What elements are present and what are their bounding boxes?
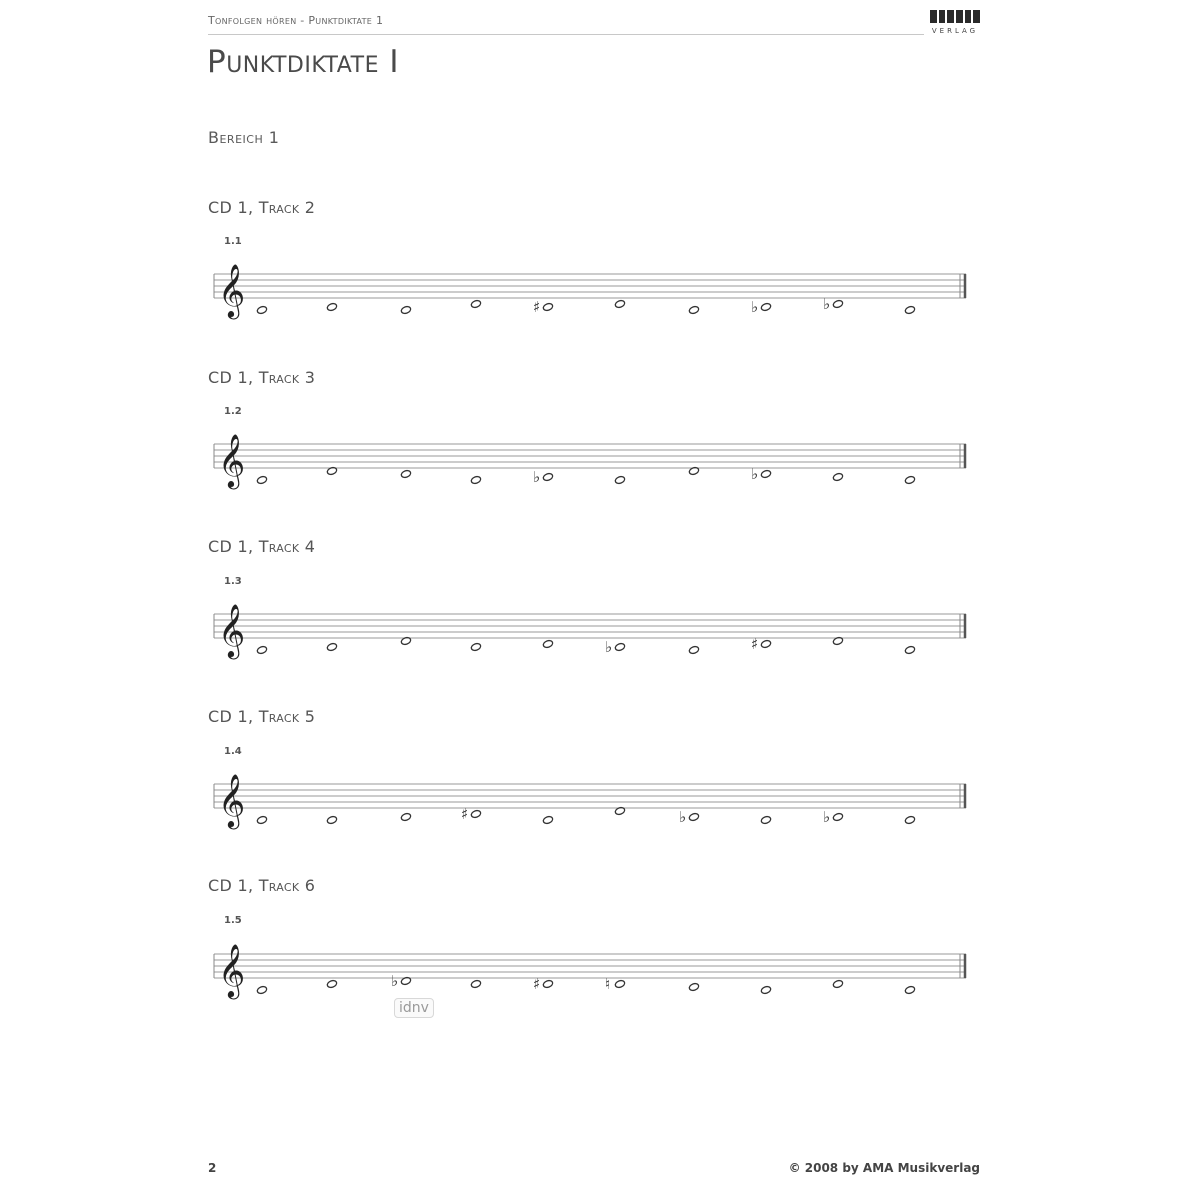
whole-note	[904, 985, 915, 994]
staff-svg	[210, 602, 972, 672]
publisher-logo	[930, 10, 980, 40]
note	[614, 475, 625, 484]
note	[391, 972, 412, 990]
whole-note	[614, 299, 625, 308]
staff-svg	[210, 262, 972, 332]
natural-icon: ♮	[605, 975, 611, 993]
whole-note	[400, 305, 411, 314]
whole-note	[832, 299, 843, 308]
note	[904, 475, 915, 484]
note	[688, 305, 699, 314]
whole-note	[542, 472, 553, 481]
whole-note	[400, 469, 411, 478]
treble-clef-icon: 𝄞	[218, 773, 246, 827]
flat-icon: ♭	[823, 295, 831, 313]
exercise-number: 1.3	[224, 576, 242, 587]
whole-note	[832, 812, 843, 821]
whole-note	[326, 642, 337, 651]
note	[904, 305, 915, 314]
whole-note	[542, 639, 553, 648]
whole-note	[256, 475, 267, 484]
whole-note	[542, 815, 553, 824]
whole-note	[614, 642, 625, 651]
whole-note	[256, 815, 267, 824]
whole-note	[470, 979, 481, 988]
note	[470, 979, 481, 988]
note	[614, 299, 625, 308]
whole-note	[832, 472, 843, 481]
note	[751, 298, 772, 316]
whole-note	[256, 305, 267, 314]
whole-note	[760, 639, 771, 648]
note	[400, 305, 411, 314]
note	[904, 985, 915, 994]
flat-icon: ♭	[751, 298, 759, 316]
sharp-icon: ♯	[533, 975, 541, 993]
sharp-icon: ♯	[751, 635, 759, 653]
whole-note	[614, 979, 625, 988]
track-label: CD 1, Track 4	[208, 537, 316, 556]
note	[832, 979, 843, 988]
treble-clef-icon: 𝄞	[218, 603, 246, 657]
note	[904, 815, 915, 824]
whole-note	[760, 815, 771, 824]
whole-note	[904, 815, 915, 824]
running-head: Tonfolgen hören - Punktdiktate 1	[208, 14, 384, 27]
whole-note	[760, 469, 771, 478]
whole-note	[688, 812, 699, 821]
note	[256, 305, 267, 314]
note	[470, 299, 481, 308]
treble-clef-icon: 𝄞	[218, 433, 246, 487]
whole-note	[470, 475, 481, 484]
note	[823, 808, 844, 826]
sharp-icon: ♯	[533, 298, 541, 316]
logo-subtext: VERLAG	[931, 27, 979, 35]
music-staff	[210, 772, 972, 842]
whole-note	[326, 302, 337, 311]
note	[542, 815, 553, 824]
watermark: idnv	[394, 998, 434, 1018]
whole-note	[688, 645, 699, 654]
note	[326, 979, 337, 988]
flat-icon: ♭	[751, 465, 759, 483]
whole-note	[326, 815, 337, 824]
whole-note	[832, 979, 843, 988]
note	[400, 469, 411, 478]
track-label: CD 1, Track 5	[208, 707, 316, 726]
whole-note	[256, 645, 267, 654]
music-staff	[210, 432, 972, 502]
music-staff	[210, 602, 972, 672]
note	[533, 298, 554, 316]
note	[326, 302, 337, 311]
track-label: CD 1, Track 3	[208, 368, 316, 387]
flat-icon: ♭	[823, 808, 831, 826]
note	[605, 638, 626, 656]
whole-note	[326, 979, 337, 988]
note	[760, 985, 771, 994]
whole-note	[904, 645, 915, 654]
note	[470, 475, 481, 484]
whole-note	[542, 979, 553, 988]
note	[679, 808, 700, 826]
whole-note	[542, 302, 553, 311]
whole-note	[688, 982, 699, 991]
copyright: © 2008 by AMA Musikverlag	[788, 1161, 980, 1175]
whole-note	[760, 985, 771, 994]
exercise-number: 1.2	[224, 406, 242, 417]
note	[688, 645, 699, 654]
note	[533, 468, 554, 486]
whole-note	[904, 475, 915, 484]
exercise-number: 1.1	[224, 236, 242, 247]
note	[470, 642, 481, 651]
note	[326, 815, 337, 824]
treble-clef-icon: 𝄞	[218, 943, 246, 997]
whole-note	[400, 812, 411, 821]
whole-note	[256, 985, 267, 994]
treble-clef-icon: 𝄞	[218, 263, 246, 317]
whole-note	[760, 302, 771, 311]
whole-note	[470, 642, 481, 651]
note	[688, 982, 699, 991]
note	[400, 812, 411, 821]
exercise-number: 1.4	[224, 746, 242, 757]
exercise-number: 1.5	[224, 915, 242, 926]
whole-note	[470, 809, 481, 818]
note	[256, 985, 267, 994]
flat-icon: ♭	[679, 808, 687, 826]
note	[326, 642, 337, 651]
flat-icon: ♭	[533, 468, 541, 486]
header-divider	[208, 34, 924, 35]
track-label: CD 1, Track 2	[208, 198, 316, 217]
whole-note	[904, 305, 915, 314]
section-title: Bereich 1	[208, 128, 280, 147]
staff-svg	[210, 432, 972, 502]
flat-icon: ♭	[605, 638, 613, 656]
page-title: Punktdiktate I	[207, 44, 399, 80]
music-staff	[210, 942, 972, 1012]
note	[256, 645, 267, 654]
note	[832, 472, 843, 481]
music-staff	[210, 262, 972, 332]
sharp-icon: ♯	[461, 805, 469, 823]
note	[760, 815, 771, 824]
staff-svg	[210, 942, 972, 1012]
whole-note	[688, 305, 699, 314]
note	[904, 645, 915, 654]
note	[542, 639, 553, 648]
logo-keys-icon	[930, 10, 980, 23]
whole-note	[614, 475, 625, 484]
note	[256, 475, 267, 484]
note	[256, 815, 267, 824]
page-number: 2	[208, 1161, 217, 1175]
staff-svg	[210, 772, 972, 842]
track-label: CD 1, Track 6	[208, 876, 316, 895]
whole-note	[470, 299, 481, 308]
flat-icon: ♭	[391, 972, 399, 990]
